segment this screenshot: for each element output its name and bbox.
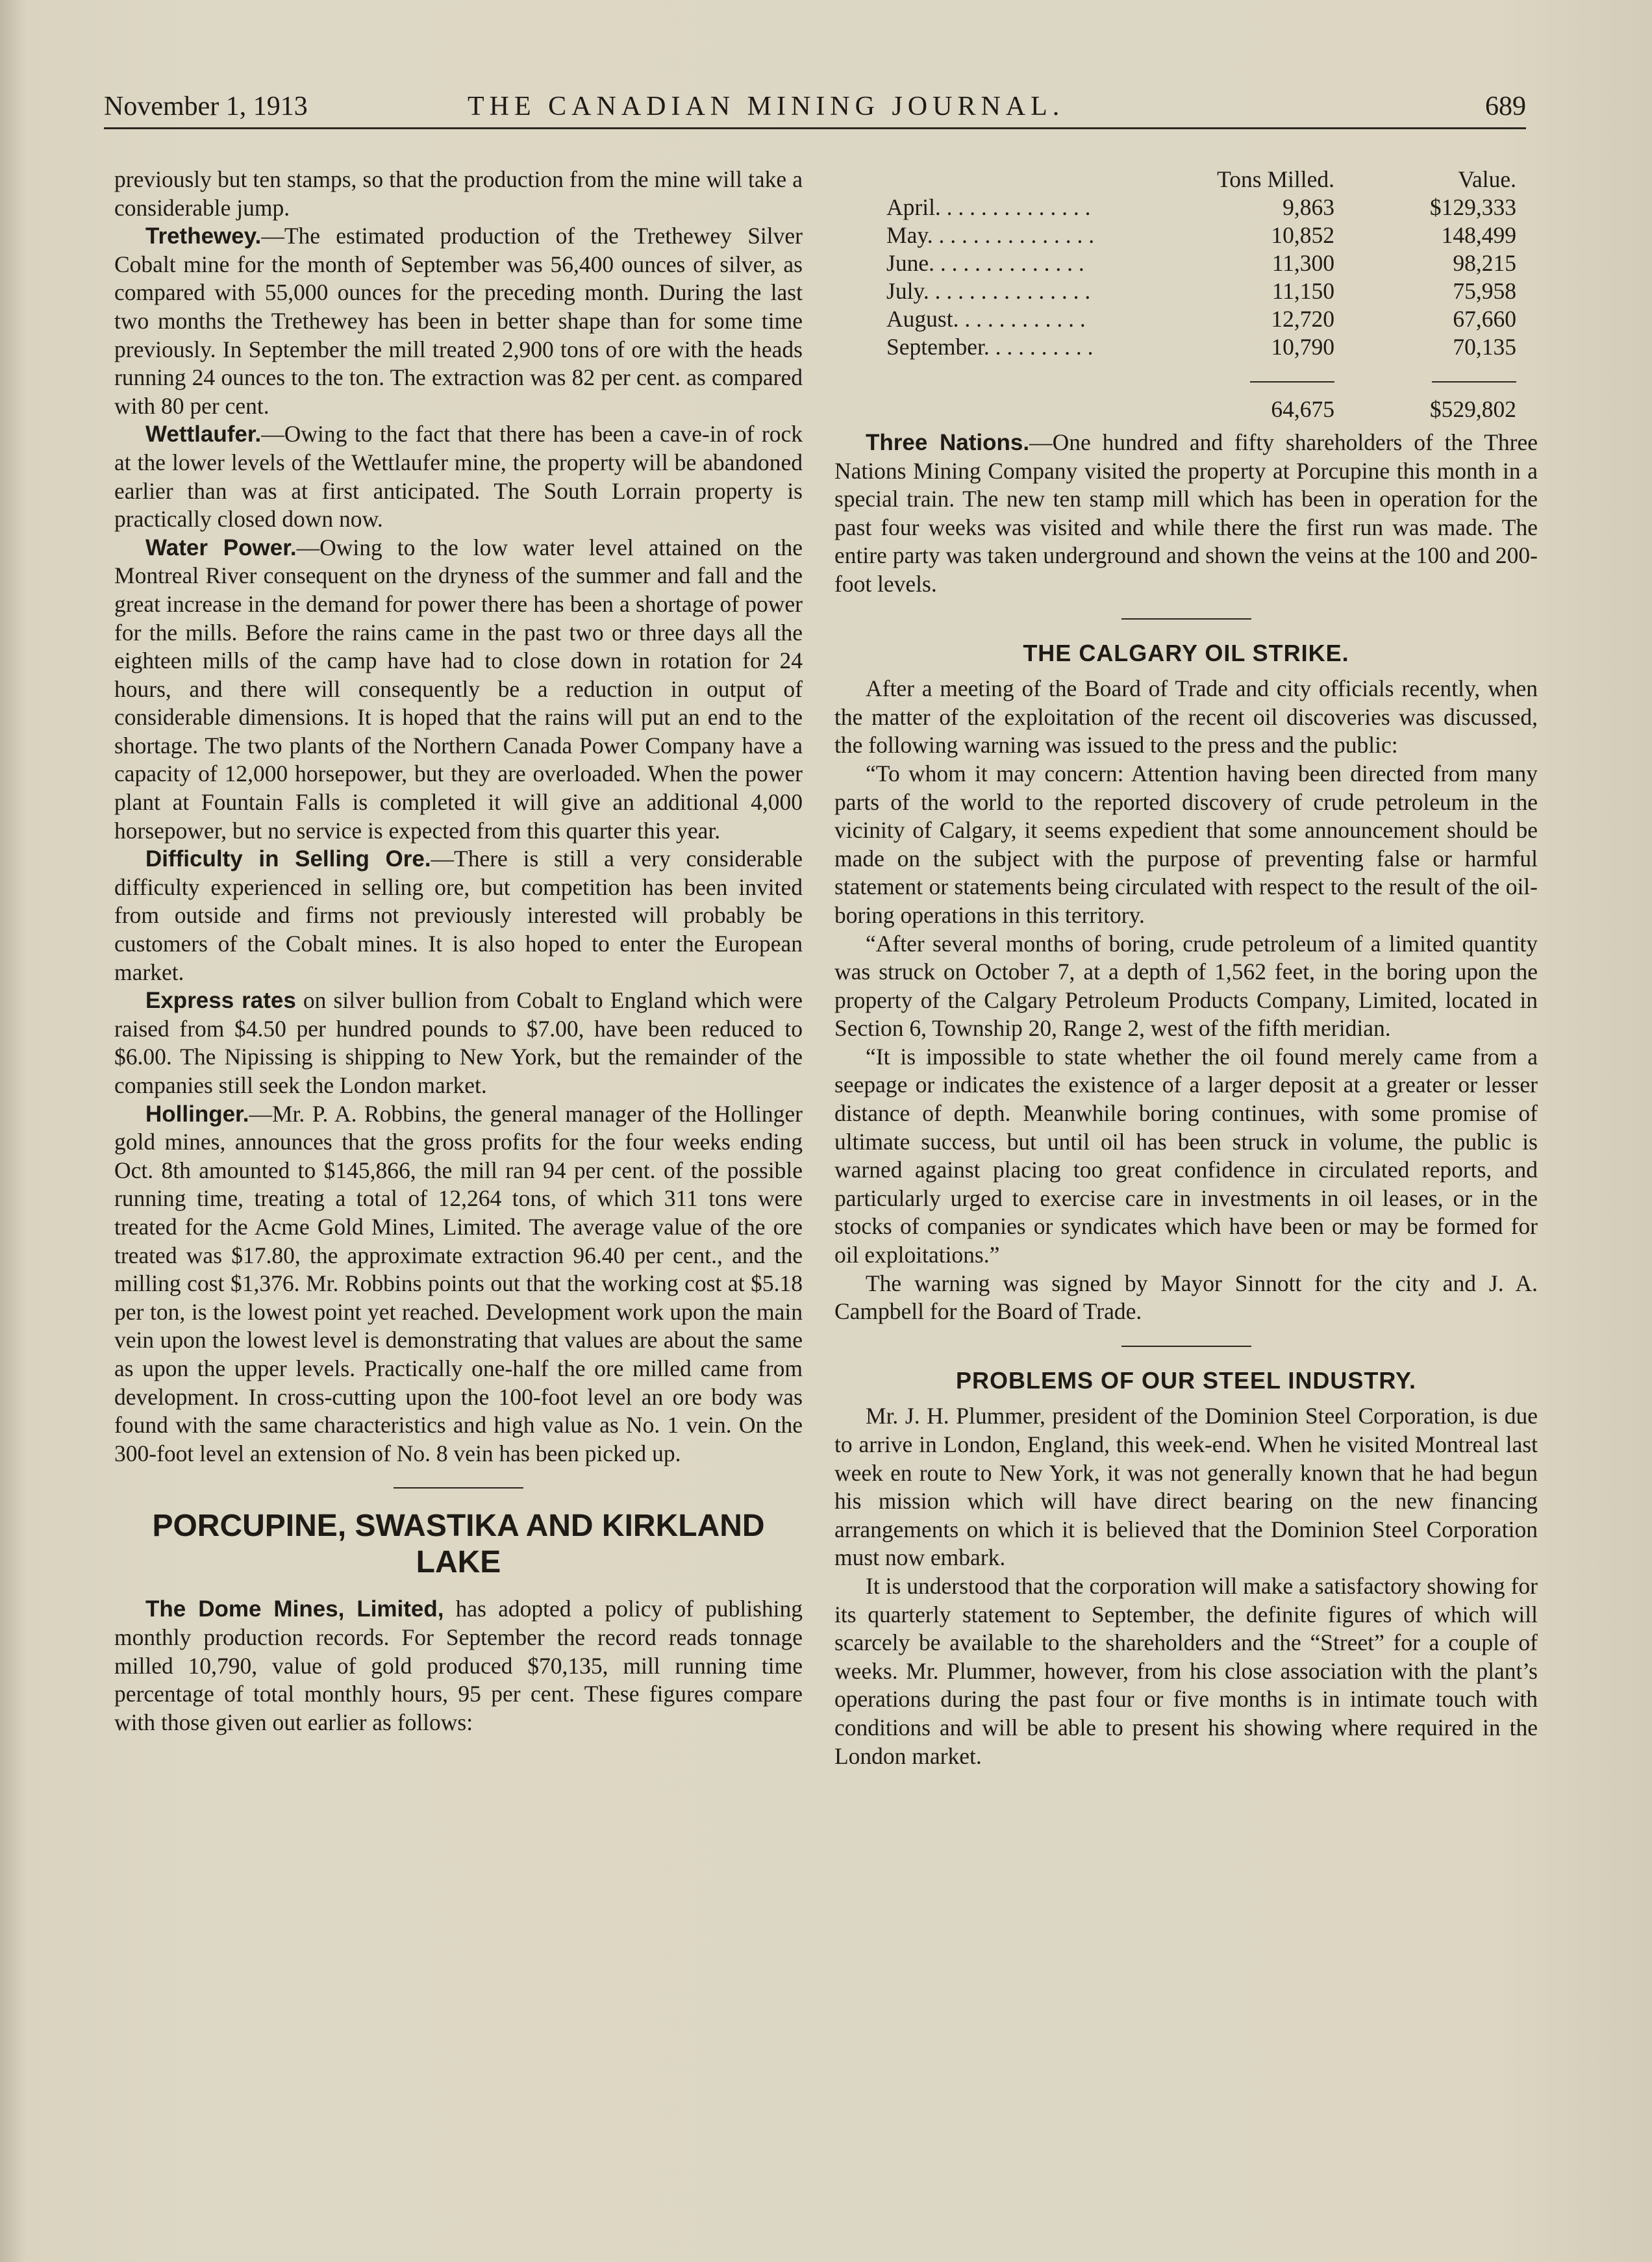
value-cell: 67,660 xyxy=(1453,306,1516,332)
page-number: 689 xyxy=(1485,92,1526,121)
calgary-headline: THE CALGARY OIL STRIKE. xyxy=(1023,639,1349,666)
right-column xyxy=(834,166,1538,1770)
calgary-paragraph-2: “To whom it may concern: Attention having been directed from many parts of the world to the reported discovery of crude petroleum in the vicinity of Calgary, it seems expedient that some announcement should be made on the subject with the purpose of preventing false or harmful statement or statements being circulated with respect to the result of the oil-boring operations in this territory. xyxy=(834,760,1538,928)
header-rule xyxy=(104,127,1526,129)
month-cell: April. . . . . . . . . . . . . . xyxy=(886,194,1091,220)
express-rates-paragraph xyxy=(114,986,803,1100)
table-row xyxy=(886,221,1516,249)
tons-cell: 12,720 xyxy=(1271,306,1334,332)
calgary-paragraph-1: After a meeting of the Board of Trade and city officials recently, when the matter of the exploitation of the recent oil discoveries was discussed, the following warning was issued to the press and the public: xyxy=(834,675,1538,759)
calgary-paragraph-4: “It is impossible to state whether the oil found merely came from a seepage or indicates the existence of a larger deposit at a greater or lesser distance of depth. Meanwhile boring continues, with some promise of ultimate success, but until oil has been struck in volume, the public is warned against placing too great confidence in circulated reports, and particularly urged to exercise care in investments in oil leases, or in the stocks of companies or syndicates which have been or may be formed for oil exploitations.” xyxy=(834,1043,1538,1268)
table-row xyxy=(886,305,1516,333)
total-value: $529,802 xyxy=(1429,396,1516,422)
value-cell: 98,215 xyxy=(1453,250,1516,276)
difficulty-text: —There is still a very considerable difficulty experienced in selling ore, but competition has been invited from outside and firms not previously interested will probably be customers of the Cobalt mines. It is also hoped to enter the European market. xyxy=(114,846,803,985)
express-rates-text: on silver bullion from Cobalt to England which were raised from $4.50 per hundred pounds to $7.00, have been reduced to $6.00. The Nipissing is shipping to New York, but the remainder of the companies still seek the London market. xyxy=(114,987,803,1098)
table-row xyxy=(886,249,1516,277)
total-rule-row xyxy=(886,361,1516,389)
calgary-paragraph-5: The warning was signed by Mayor Sinnott for the city and J. A. Campbell for the Board of Trade. xyxy=(834,1270,1538,1325)
page-header xyxy=(104,91,1526,130)
trethewey-lead: Trethewey. xyxy=(145,223,262,249)
steel-headline: PROBLEMS OF OUR STEEL INDUSTRY. xyxy=(955,1366,1417,1394)
porcupine-headline: PORCUPINE, SWASTIKA AND KIRKLAND LAKE xyxy=(152,1509,765,1580)
difficulty-lead: Difficulty in Selling Ore. xyxy=(145,846,431,872)
value-cell: $129,333 xyxy=(1429,194,1516,220)
journal-title: THE CANADIAN MINING JOURNAL. xyxy=(468,92,1065,121)
left-column xyxy=(114,166,803,1737)
hollinger-paragraph xyxy=(114,1100,803,1468)
month-cell: May. . . . . . . . . . . . . . . xyxy=(886,222,1095,248)
section-divider xyxy=(1121,618,1251,620)
continued-paragraph: previously but ten stamps, so that the production from the mine will take a considerable jump. xyxy=(114,166,803,221)
table-row xyxy=(886,333,1516,361)
trethewey-text: —The estimated production of the Trethewey Silver Cobalt mine for the month of September was 56,400 ounces of silver, as compared with 55,000 ounces for the preceding month. During the last two months the Trethewey has been in better shape than for some time previously. In September the mill treated 2,900 tons of ore with the heads running 24 ounces to the ton. The extraction was 82 per cent. as compared with 80 per cent. xyxy=(114,223,803,419)
month-cell: June. . . . . . . . . . . . . . xyxy=(886,250,1084,276)
hollinger-lead: Hollinger. xyxy=(145,1101,249,1127)
three-nations-text: —One hundred and fifty shareholders of the Three Nations Mining Company visited the property at Porcupine this month in a special train. The new ten stamp mill which has been in operation for the past four weeks was visited and while there the first run was made. The entire party was taken underground and shown the veins at the 100 and 200-foot levels. xyxy=(834,429,1538,597)
wettlaufer-text: —Owing to the fact that there has been a cave-in of rock at the lower levels of the Wettlaufer mine, the property will be abandoned earlier than was at first anticipated. The South Lorrain property is practically closed down now. xyxy=(114,421,803,533)
tons-cell: 10,852 xyxy=(1271,222,1334,248)
value-cell: 70,135 xyxy=(1453,334,1516,360)
tons-cell: 11,150 xyxy=(1271,278,1334,304)
hollinger-text: —Mr. P. A. Robbins, the general manager of the Hollinger gold mines, announces that the gross profits for the four weeks ending Oct. 8th amounted to $145,866, the mill ran 94 per cent. of the possible running time, treating a total of 12,264 tons, of which 311 tons were treated for the Acme Gold Mines, Limited. The average value of the ore treated was $17.80, the approximate extraction 96.40 per cent., and the milling cost $1,376. Mr. Robbins points out that the working cost at $5.18 per ton, is the lowest point yet reached. Development work upon the main vein upon the lowest level is demonstrating that values are about the same as upon the upper levels. Practically one-half the ore milled came from development. In cross-cutting upon the 100-foot level an ore body was found with the same characteristics and high value as No. 1 vein. On the 300-foot level an extension of No. 8 vein has been picked up. xyxy=(114,1100,803,1466)
month-cell: July. . . . . . . . . . . . . . . xyxy=(886,278,1091,304)
section-divider xyxy=(394,1487,523,1489)
steel-paragraph-2: It is understood that the corporation will make a satisfactory showing for its quarterly statement to September, the definite figures of which will scarcely be available to the shareholders and the “Street” for a couple of weeks. Mr. Plummer, however, from his close association with the plant’s operations during the past four or five months is in intimate touch with conditions and will be able to present his showing where required in the London market. xyxy=(834,1572,1538,1769)
month-cell: September. . . . . . . . . . xyxy=(886,334,1094,360)
tons-cell: 10,790 xyxy=(1271,334,1334,360)
water-power-paragraph xyxy=(114,534,803,846)
total-row xyxy=(886,389,1516,423)
three-nations-lead: Three Nations. xyxy=(866,430,1030,455)
value-header: Value. xyxy=(1458,166,1516,192)
tons-milled-header: Tons Milled. xyxy=(1217,166,1334,192)
tons-cell: 11,300 xyxy=(1271,250,1334,276)
total-rule xyxy=(1250,381,1334,383)
month-cell: August. . . . . . . . . . . . xyxy=(886,306,1086,332)
three-nations-paragraph xyxy=(834,429,1538,599)
wettlaufer-paragraph xyxy=(114,420,803,533)
wettlaufer-lead: Wettlaufer. xyxy=(145,421,262,447)
tons-cell: 9,863 xyxy=(1283,194,1334,220)
difficulty-paragraph xyxy=(114,845,803,986)
dome-mines-paragraph xyxy=(114,1595,803,1737)
calgary-paragraph-3: “After several months of boring, crude petroleum of a limited quantity was struck on October 7, at a depth of 1,562 feet, in the boring upon the property of the Calgary Petroleum Products Company, Limited, located in Section 6, Township 20, Range 2, west of the fifth meridian. xyxy=(834,930,1538,1042)
value-cell: 75,958 xyxy=(1453,278,1516,304)
production-table xyxy=(886,166,1516,423)
section-divider xyxy=(1121,1346,1251,1347)
table-row xyxy=(886,277,1516,305)
dome-mines-text: has adopted a policy of publishing monthly production records. For September the record reads tonnage milled 10,790, value of gold produced $70,135, mill running time percentage of total monthly hours, 95 per cent. These figures compare with those given out earlier as follows: xyxy=(114,1596,803,1735)
total-tons: 64,675 xyxy=(1271,396,1334,422)
table-header-row xyxy=(886,166,1516,194)
dome-mines-lead: The Dome Mines, Limited, xyxy=(145,1596,444,1622)
total-rule xyxy=(1432,381,1516,383)
issue-date: November 1, 1913 xyxy=(104,92,308,121)
water-power-lead: Water Power. xyxy=(145,534,297,560)
trethewey-paragraph xyxy=(114,222,803,420)
table-row xyxy=(886,194,1516,221)
water-power-text: —Owing to the low water level attained on the Montreal River consequent on the dryness of the summer and fall and the great increase in the demand for power there has been a shortage of power for the mills. Before the rains came in the past two or three days all the eighteen mills of the camp have had to close down in rotation for 24 hours, and there will consequently be a reduction in output of considerable dimensions. It is hoped that the rains will put an end to the shortage. The two plants of the Northern Canada Power Company have a capacity of 12,000 horsepower, but they are overloaded. When the power plant at Fountain Falls is completed it will give an additional 4,000 horsepower, but no service is expected from this quarter this year. xyxy=(114,534,803,844)
steel-paragraph-1: Mr. J. H. Plummer, president of the Dominion Steel Corporation, is due to arrive in London, England, this week-end. When he visited Montreal last week en route to New York, it was not generally known that he had begun his mission which will have direct bearing on the new financing arrangements on which it is believed that the Dominion Steel Corporation must now embark. xyxy=(834,1403,1538,1571)
value-cell: 148,499 xyxy=(1441,222,1516,248)
express-rates-lead: Express rates xyxy=(145,988,296,1014)
